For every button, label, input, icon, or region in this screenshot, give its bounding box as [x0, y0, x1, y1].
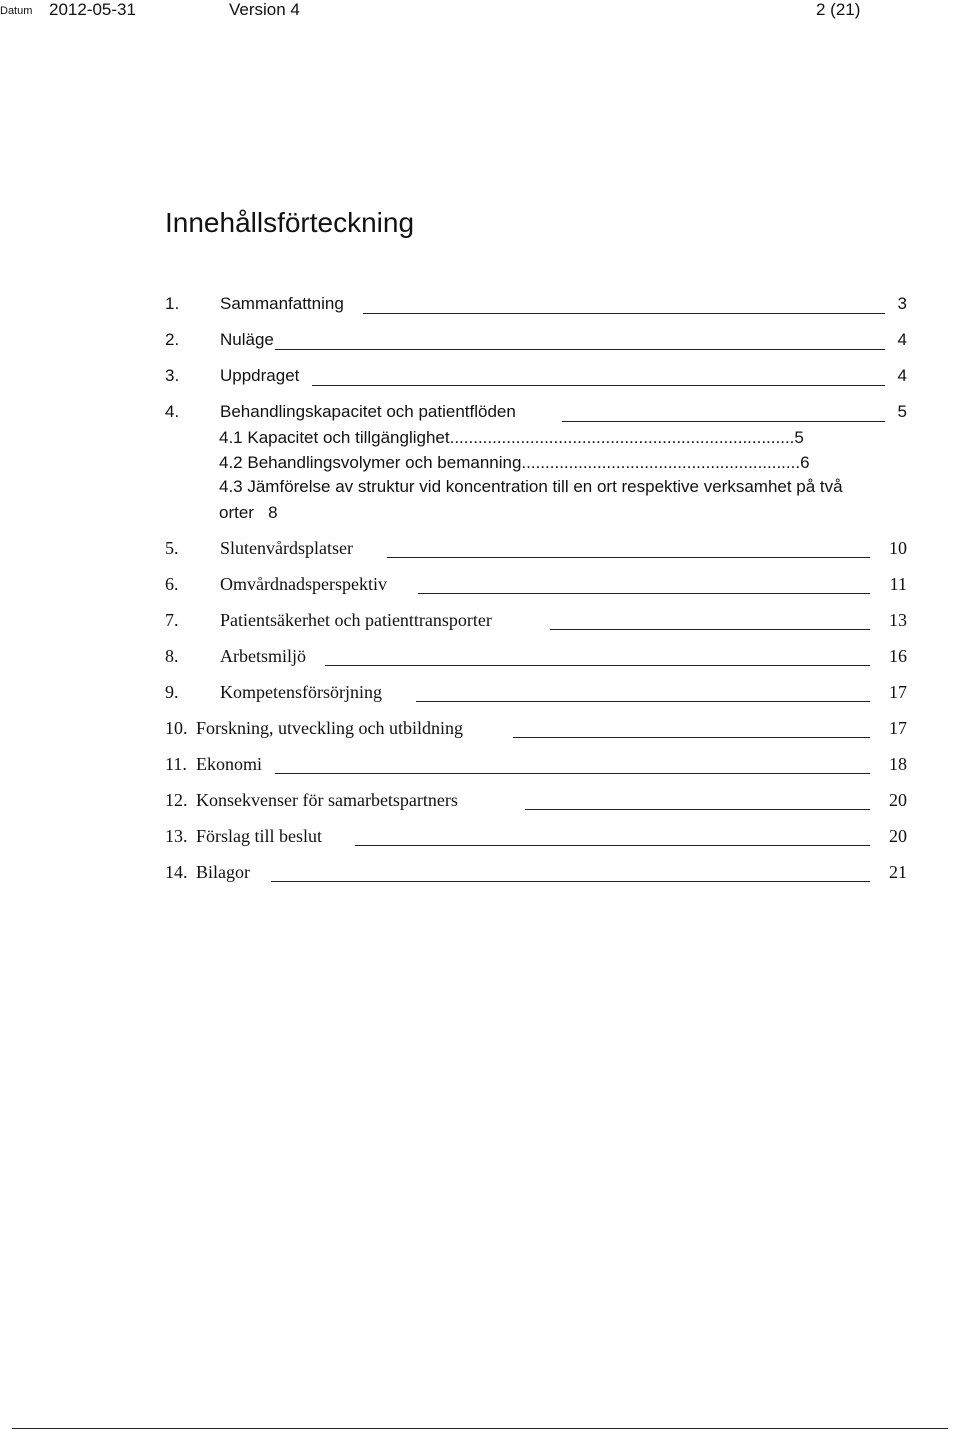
toc-entry-title: Sammanfattning: [220, 294, 344, 313]
toc-entry-number: 1.: [165, 294, 180, 313]
leader-line: [416, 701, 870, 702]
toc-entry-number: 14.: [165, 862, 188, 882]
toc-entry-page: 18: [889, 754, 907, 774]
toc-subentry[interactable]: [219, 474, 939, 526]
toc-entry-page: 5: [897, 402, 907, 421]
toc-subentry-text: 4.3 Jämförelse av struktur vid koncentration till en ort respektive verksamhet på två: [219, 477, 843, 496]
toc-entry-number: 5.: [165, 538, 179, 558]
toc-entry[interactable]: [165, 328, 907, 352]
toc-entry[interactable]: [165, 536, 907, 560]
toc-entry-page: 16: [889, 646, 907, 666]
toc-entry[interactable]: [165, 292, 907, 316]
toc-entry-title: Arbetsmiljö: [220, 646, 306, 666]
toc-entry-title: Patientsäkerhet och patienttransporter: [220, 610, 492, 630]
toc-entry-page: 11: [889, 574, 907, 594]
document-date: 2012-05-31: [49, 0, 136, 19]
toc-entry[interactable]: [165, 680, 907, 704]
toc-subentry[interactable]: 4.1 Kapacitet och tillgänglighet.........................................................................5: [219, 428, 804, 447]
toc-entry[interactable]: [165, 860, 907, 884]
leader-line: [271, 881, 870, 882]
toc-entry-page: 17: [889, 682, 907, 702]
footer-divider: [12, 1428, 948, 1429]
leader-line: [275, 773, 870, 774]
leader-line: [363, 313, 885, 314]
toc-entry[interactable]: [165, 644, 907, 668]
toc-entry-page: 17: [889, 718, 907, 738]
toc-entry-title: Kompetensförsörjning: [220, 682, 382, 702]
toc-entry-page: 20: [889, 790, 907, 810]
toc-entry[interactable]: [165, 572, 907, 596]
toc-subentry-continuation: orter 8: [219, 503, 278, 522]
toc-entry-number: 13.: [165, 826, 188, 846]
toc-entry[interactable]: [165, 788, 907, 812]
page-number: 2 (21): [816, 0, 861, 19]
toc-entry-title: Bilagor: [196, 862, 250, 882]
toc-entry-number: 6.: [165, 574, 179, 594]
leader-line: [525, 809, 870, 810]
leader-line: [562, 421, 885, 422]
date-label: Datum: [0, 5, 33, 17]
document-version: Version 4: [229, 0, 300, 19]
toc-entry-page: 21: [889, 862, 907, 882]
toc-entry-title: Förslag till beslut: [196, 826, 322, 846]
toc-entry-page: 4: [897, 366, 907, 385]
leader-line: [355, 845, 870, 846]
toc-entry-title: Konsekvenser för samarbetspartners: [196, 790, 458, 810]
toc-entry-title: Omvårdnadsperspektiv: [220, 574, 387, 594]
toc-entry-number: 2.: [165, 330, 180, 349]
toc-entry-title: Forskning, utveckling och utbildning: [196, 718, 463, 738]
toc-entry[interactable]: [165, 400, 907, 424]
toc-entry-number: 4.: [165, 402, 180, 421]
leader-line: [550, 629, 870, 630]
toc-entry-title: Behandlingskapacitet och patientflöden: [220, 402, 516, 421]
toc-entry[interactable]: [165, 608, 907, 632]
page-header: [0, 0, 960, 24]
toc-entry[interactable]: [165, 752, 907, 776]
toc-entry-page: 3: [897, 294, 907, 313]
toc-entry-number: 8.: [165, 646, 179, 666]
toc-entry-title: Ekonomi: [196, 754, 262, 774]
toc-entry-page: 4: [897, 330, 907, 349]
toc-entry-title: Nuläge: [220, 330, 274, 349]
toc-entry[interactable]: [165, 716, 907, 740]
leader-line: [275, 349, 885, 350]
leader-line: [418, 593, 870, 594]
leader-line: [387, 557, 870, 558]
toc-entry-number: 11.: [165, 754, 187, 774]
toc-entry[interactable]: [165, 364, 907, 388]
page-title: Innehållsförteckning: [165, 207, 415, 238]
toc-entry[interactable]: [165, 824, 907, 848]
toc-entry-title: Slutenvårdsplatser: [220, 538, 353, 558]
toc-entry-number: 3.: [165, 366, 180, 385]
toc-entry-title: Uppdraget: [220, 366, 300, 385]
leader-line: [513, 737, 870, 738]
leader-line: [312, 385, 885, 386]
toc-entry-page: 13: [889, 610, 907, 630]
leader-line: [325, 665, 870, 666]
toc-entry-number: 10.: [165, 718, 188, 738]
toc-entry-number: 9.: [165, 682, 179, 702]
toc-entry-number: 7.: [165, 610, 179, 630]
toc-subentry[interactable]: 4.2 Behandlingsvolymer och bemanning...........................................................6: [219, 453, 810, 472]
toc-entry-page: 20: [889, 826, 907, 846]
toc-entry-page: 10: [889, 538, 907, 558]
toc-entry-number: 12.: [165, 790, 188, 810]
